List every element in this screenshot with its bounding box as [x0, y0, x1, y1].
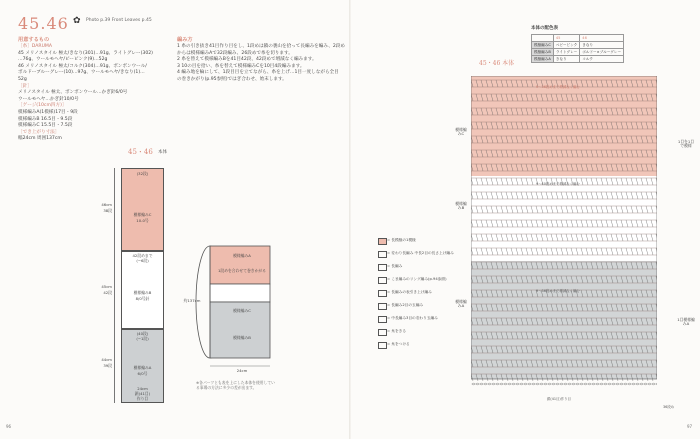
material-line: 46 メリノスタイル 極太/コルク(304)…91g、ボンボンウール/ — [18, 63, 147, 69]
tube-circumference: 約137cm — [183, 298, 201, 303]
color-table-header: 46 — [580, 35, 624, 42]
chart-note-top: 9〜36段めまで増減なく編む — [536, 85, 580, 89]
dim-line-mid — [114, 251, 115, 329]
chain-stitch — [640, 383, 643, 385]
label-rows-42: 42段めまで — [132, 253, 153, 258]
howto-line: の巻きかがり(p.95参照)ではぎ合わせ、始末します。 — [177, 77, 287, 82]
chain-stitch — [524, 383, 527, 385]
legend-item: = 糸をつける — [387, 342, 410, 346]
legend-symbol-icon — [378, 342, 387, 349]
legend-symbol-icon — [378, 277, 387, 284]
material-line: …76g、ウールモヘヤ/ピーピンク(9)…52g — [18, 57, 108, 63]
chain-stitch — [580, 383, 583, 385]
legend-item: = 変わり長編み 中長2目の長さ上げ編み — [387, 251, 454, 255]
label-chain: 鎖(41目) — [134, 391, 151, 396]
color-table-cell: きなり — [553, 56, 579, 63]
color-table-cell: 模様編みB — [532, 49, 554, 56]
howto-line: 4 編み地を輪にして、1段目目を立てながら、糸を上げ…1目一度しながら全目 — [177, 70, 339, 76]
howto-line: からは模様編みAで32段編み、26段めで糸を切ります。 — [177, 50, 293, 56]
legend-item: = 長模様の1模様 — [387, 238, 416, 242]
legend-symbol-icon — [378, 316, 387, 323]
page-number-left: 96 — [6, 424, 12, 429]
chart-side-c: 模様編みC — [455, 127, 467, 137]
tube-label-b: 模様編みB — [233, 335, 251, 340]
legend-item: = 糸をきる — [387, 329, 407, 333]
material-line: メリノスタイル 極太、ボンボンウール…かぎ針6/0号 — [18, 90, 128, 96]
chain-stitch — [544, 383, 547, 385]
chain-stitch — [656, 383, 657, 385]
material-line: ［糸］DARUMA — [18, 44, 53, 49]
label-width: 24cm — [137, 386, 148, 391]
material-line: 52g — [18, 77, 27, 82]
label-top-rows: (32段) — [136, 171, 149, 176]
tube-label-join: 1段めを合わせて巻きかがる — [218, 268, 266, 273]
chain-stitch — [648, 383, 651, 385]
label-minus-1: (−1段) — [136, 336, 149, 341]
color-table-header: 45 — [553, 35, 579, 42]
label-pattern-b-hook: 8/0号針 — [135, 296, 150, 301]
dim-bottom-rows: 39段 — [103, 363, 112, 368]
dim-mid-rows: 42段 — [103, 290, 112, 295]
label-pattern-a-hook: 6/0号 — [137, 371, 148, 376]
tube-label-a: 模様編みA — [233, 253, 251, 258]
stitch-chart — [471, 76, 657, 392]
chart-title: 45・46 本体 — [479, 60, 515, 67]
chain-stitch — [564, 383, 567, 385]
legend-symbol-icon — [378, 329, 387, 336]
chain-stitch — [652, 383, 655, 385]
chain-stitch — [592, 383, 595, 385]
chain-stitch — [556, 383, 559, 385]
assembled-tube-diagram — [192, 240, 282, 370]
left-page — [0, 0, 349, 439]
chain-stitch — [532, 383, 535, 385]
chain-stitch — [540, 383, 543, 385]
chain-stitch — [644, 383, 647, 385]
dim-top-cm: 46cm — [101, 202, 112, 207]
color-table-cell: 模様編みA — [532, 56, 554, 63]
material-line: ［でき上がり寸法］ — [18, 129, 60, 135]
label-pattern-a: 模様編みA — [133, 365, 152, 370]
legend-item: = 長編み — [387, 264, 403, 268]
material-line: ボルドーブルーグレー(10)…97g、ウールモヘヤ/きなり(1)… — [18, 70, 145, 76]
chain-stitch — [584, 383, 587, 385]
chain-stitch — [520, 383, 523, 385]
legend-item: = こま編みのリング編み(p.94参照) — [387, 277, 447, 281]
chain-stitch — [604, 383, 607, 385]
label-foundation: 作り目 — [136, 396, 149, 401]
chart-band-pattern-c — [471, 76, 657, 176]
chain-stitch — [492, 383, 495, 385]
label-pattern-c: 模様編みC — [133, 212, 152, 217]
dim-mid-cm: 45cm — [101, 284, 112, 289]
chain-stitch — [636, 383, 639, 385]
chain-stitch — [512, 383, 515, 385]
chart-right-note-c: 1目を1目で模様 — [677, 139, 695, 149]
material-line: 模様編みB 16.5目・9.5段 — [18, 116, 73, 122]
dim-line-top — [114, 168, 115, 251]
diagram-title: 45・46 — [128, 148, 153, 156]
chart-note-low: 9〜36段めまで増減なく編む — [536, 289, 580, 293]
chain-stitch — [516, 383, 519, 385]
pattern-number: 45.46 — [18, 14, 69, 33]
chart-side-a: 模様編みA — [455, 299, 467, 309]
chain-stitch — [480, 383, 483, 385]
chain-stitch — [560, 383, 563, 385]
color-table-cell: ライトグレー — [553, 49, 579, 56]
chain-stitch — [500, 383, 503, 385]
chain-stitch — [632, 383, 635, 385]
legend-symbol-icon — [378, 251, 387, 258]
chart-count: 36段め — [663, 405, 675, 409]
legend-item: = 長編みの表引き上げ編み — [387, 290, 432, 294]
chain-stitch — [628, 383, 631, 385]
dim-top-rows: 38段 — [103, 208, 112, 213]
chain-stitch — [608, 383, 611, 385]
material-line: 45 メリノスタイル 極太/きなり(301)…91g、ライトグレー(302) — [18, 50, 153, 56]
chain-stitch — [484, 383, 487, 385]
color-table-cell: 模様編みC — [532, 42, 554, 49]
color-table-cell: ベビーピンク — [553, 42, 579, 49]
chain-stitch — [504, 383, 507, 385]
flower-icon: ✿ — [73, 16, 81, 26]
howto-line: 1 糸の引き抜き41目作り目をし、1段めは鎖の裏山を拾って長編みを編み、2段め — [177, 44, 345, 49]
right-page — [351, 0, 700, 439]
material-line: ウールモヘヤ…かぎ針10/0号 — [18, 96, 79, 102]
chart-band-pattern-b — [471, 176, 657, 261]
legend-symbol-icon — [378, 290, 387, 297]
panel-pattern-c — [121, 168, 164, 251]
chart-note-mid: 9〜40段めまで増減なく編む — [536, 182, 580, 186]
color-table-cell: コルク — [580, 56, 624, 63]
material-line: ［針］ — [18, 83, 32, 89]
legend-item: = 中長編み3目の変わり玉編み — [387, 316, 438, 320]
chart-note-bottom: 鎖(41目)作り目 — [547, 397, 571, 401]
chain-stitch — [528, 383, 531, 385]
legend-item: = 長編み2目の玉編み — [387, 303, 424, 307]
material-line: 模様編みC 15.5目・7.5段 — [18, 123, 73, 129]
color-table-header — [532, 35, 554, 42]
chain-stitch — [588, 383, 591, 385]
chain-stitch — [572, 383, 575, 385]
materials-heading: 用意するもの — [18, 37, 50, 43]
color-table-cell: きなり — [580, 42, 624, 49]
color-table — [531, 34, 624, 63]
chart-right-note-a: 1目模様編みA — [677, 317, 695, 327]
chain-stitch — [616, 383, 619, 385]
color-table-title: 本体の配色表 — [531, 26, 558, 31]
chain-stitch — [476, 383, 479, 385]
chain-stitch — [508, 383, 511, 385]
dim-line-bottom — [114, 329, 115, 403]
howto-heading: 編み方 — [177, 37, 193, 43]
chain-stitch — [596, 383, 599, 385]
label-pattern-b: 模様編みB — [133, 290, 152, 295]
chain-stitch — [552, 383, 555, 385]
chain-stitch — [600, 383, 603, 385]
label-minus-6: (−6段) — [136, 258, 149, 263]
photo-reference: Photo p.39 Front Leaves p.45 — [86, 18, 152, 23]
chain-stitch — [496, 383, 499, 385]
chain-stitch — [536, 383, 539, 385]
legend-symbol-icon — [378, 303, 387, 310]
chain-stitch — [576, 383, 579, 385]
chain-stitch — [624, 383, 627, 385]
chain-stitch — [488, 383, 491, 385]
legend-symbol-icon — [378, 238, 387, 245]
tube-note: ※各パーツとも表を上にした本体を使用している事場の方法に多少の差が出ます。 — [196, 380, 275, 390]
chart-band-pattern-a — [471, 261, 657, 379]
howto-line: 3 10の目を拾い、糸を替えて模様編みCを10目4段編みます。 — [177, 63, 305, 69]
dim-bottom-cm: 44cm — [101, 357, 112, 362]
chain-stitch — [568, 383, 571, 385]
legend-symbol-icon — [378, 264, 387, 271]
tube-width: 24cm — [236, 368, 248, 373]
chain-stitch — [620, 383, 623, 385]
tube-label-c: 模様編みC — [233, 308, 251, 313]
material-line: ［ゲージ(10cm四方)］ — [18, 103, 67, 109]
label-pattern-c-hook: 10-0号 — [136, 218, 149, 223]
howto-line: 2 糸を替えて模様編みBを41目42段、42段めで増減なく編みます。 — [177, 57, 317, 63]
chain-stitch — [612, 383, 615, 385]
chain-stitch — [548, 383, 551, 385]
chain-stitch — [472, 383, 475, 385]
diagram-subtitle: 本体 — [158, 150, 167, 155]
material-line: 幅24cm 周囲137cm — [18, 136, 62, 142]
page-number-right: 97 — [687, 424, 693, 429]
material-line: 模様編みA(1模様)17目・9段 — [18, 110, 78, 115]
color-table-cell: ボルドー×ブルーグレー — [580, 49, 624, 56]
chart-side-b: 模様編みB — [455, 201, 467, 211]
label-rows-40: (40段) — [136, 331, 149, 336]
